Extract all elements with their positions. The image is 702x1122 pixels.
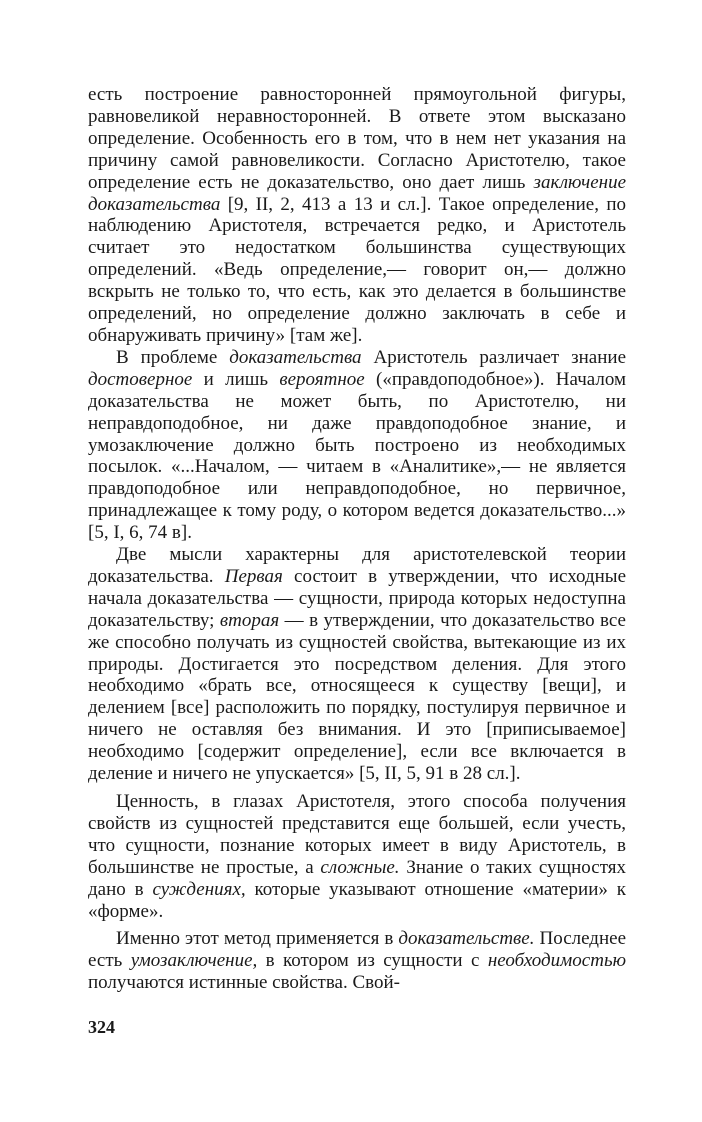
page-body <box>88 84 626 994</box>
text-segment: состоит в утверждении, что исходные начала доказательства — сущности, природа которых недоступна доказательству; <box>88 565 627 631</box>
text-segment: получаются истинные свойства. Свой- <box>88 972 400 994</box>
text-segment: Знание о таких сущностях дано в <box>88 856 626 900</box>
italic-text: заключение доказательства <box>88 171 626 215</box>
italic-text: вторая <box>219 609 280 631</box>
paragraph-1 <box>88 84 626 347</box>
text-segment: Аристотель различает знание <box>361 346 626 368</box>
paragraph-3 <box>88 544 626 785</box>
text-segment: в котором из сущности с <box>257 950 488 972</box>
italic-text: доказательства <box>229 346 362 368</box>
paragraph-5 <box>88 928 626 994</box>
italic-text: вероятное <box>279 368 365 390</box>
text-segment: Две мысли характерны для аристотелевской теории доказательства. <box>88 544 626 587</box>
italic-text: сложные. <box>320 856 400 878</box>
paragraph-2 <box>88 347 626 544</box>
text-segment: Последнее есть <box>88 928 627 972</box>
italic-text: доказательстве. <box>398 928 535 950</box>
italic-text: необходимостью <box>487 950 626 972</box>
text-segment: («правдоподобное»). Началом доказательства не может быть, по Аристотелю, ни неправдоподобное, ни даже правдоподобное знание, и умозаключение должно быть построено из необходимых посылок. «...Началом, — читаем в «Аналитике»,— не является правдоподобное или неправдоподобное, но первичное, принадлежащее к тому роду, о котором ведется доказательство...» [5, I, 6, 74 в]. <box>88 368 626 544</box>
text-segment: В проблеме <box>116 346 230 368</box>
text-segment: которые указывают отношение «материи» к «форме». <box>88 878 626 922</box>
text-segment: [9, II, 2, 413 а 13 и сл.]. Такое определение, по наблюдению Аристотеля, встречается редко, и Аристотель считает это недостатком большинства существующих определений. «Ведь определение,— говорит он,— должно вскрыть не только то, что есть, как это делается в большинстве определений, но определение должно заключать в себе и обнаруживать причину» [там же]. <box>88 193 626 346</box>
italic-text: умозаключение, <box>130 950 258 972</box>
text-segment: Ценность, в глазах Аристотеля, этого способа получения свойств из сущностей представится еще большей, если учесть, что сущности, познание которых имеет в виду Аристотель, в большинстве не простые, а <box>88 791 626 878</box>
text-segment: и лишь <box>192 368 280 390</box>
text-segment: — в утверждении, что доказательство все же способно получать из сущностей свойства, вытекающие из их природы. Достигается это посредством деления. Для этого необходимо «брать все, относящееся к существу [вещи], и делением [все] расположить по порядку, постулируя первичное и ничего не оставляя без внимания. И это [приписываемое] необходимо [содержит определение], если все включается в деление и ничего не упускается» [5, II, 5, 91 в 28 сл.]. <box>88 609 626 785</box>
italic-text: суждениях, <box>152 878 246 900</box>
italic-text: Первая <box>224 565 283 587</box>
text-segment: Именно этот метод применяется в <box>116 928 399 950</box>
page-number: 324 <box>88 1017 115 1037</box>
paragraph-4 <box>88 791 626 922</box>
text-segment: есть построение равносторонней прямоугольной фигуры, равновеликой неравносторонней. В ответе этом высказано определение. Особенность его в том, что в нем нет указания на причину самой равновеликости. Согласно Аристотелю, такое определение есть не доказательство, оно дает лишь <box>88 84 626 193</box>
italic-text: достоверное <box>88 368 193 390</box>
